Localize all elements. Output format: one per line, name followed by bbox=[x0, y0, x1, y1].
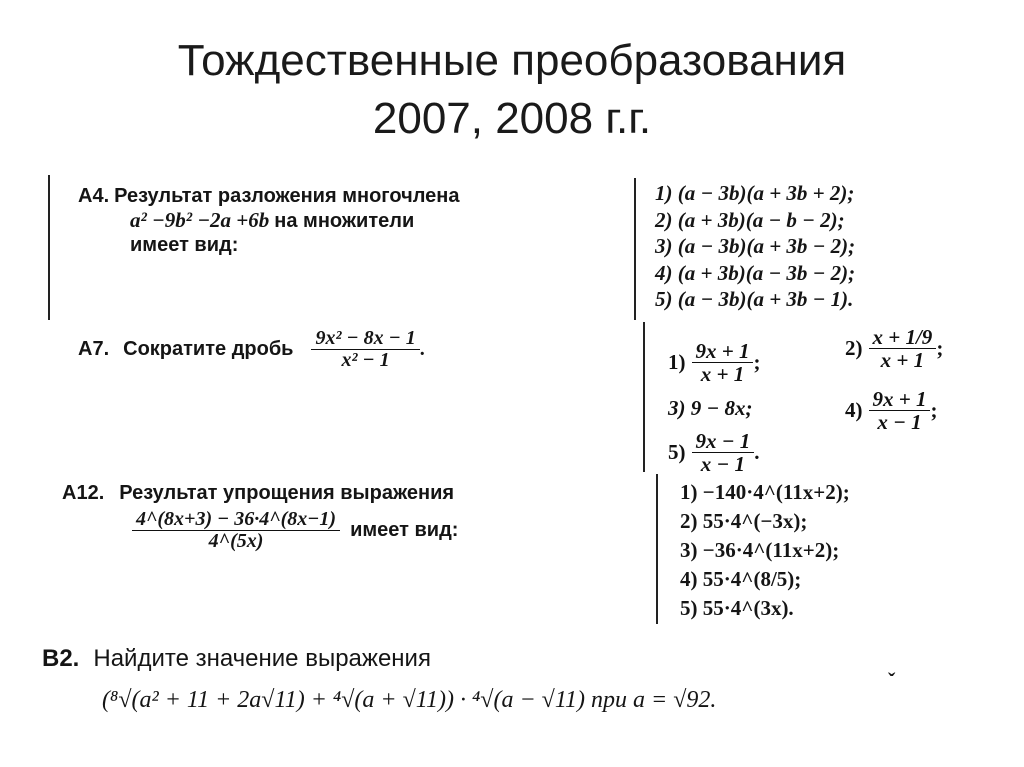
a7-option-4-end: ; bbox=[930, 398, 938, 423]
b2-question bbox=[42, 645, 716, 714]
a12-options bbox=[680, 478, 850, 623]
a12-option-1: 1) −140·4^(11x+2); bbox=[680, 480, 850, 504]
a7-option-1-label: 1) bbox=[668, 350, 686, 375]
a4-expression: a² −9b² −2a +6b bbox=[130, 208, 270, 232]
a12-text-1: Результат упрощения выражения bbox=[119, 482, 455, 504]
slide-title bbox=[0, 32, 1024, 148]
a4-option-2: 2) (a + 3b)(a − b − 2); bbox=[655, 207, 845, 232]
a4-options bbox=[655, 180, 855, 313]
a7-fraction-denominator: x² − 1 bbox=[341, 349, 390, 371]
a12-denominator: 4^(5x) bbox=[208, 530, 264, 552]
a12-label: А12. bbox=[62, 482, 105, 504]
a12-text-2: имеет вид: bbox=[350, 519, 459, 541]
a7-fraction bbox=[311, 328, 419, 371]
a7-option-5-den: x − 1 bbox=[700, 452, 745, 477]
b2-text: Найдите значение выражения bbox=[93, 645, 431, 672]
checkmark-icon: ˇ bbox=[888, 668, 896, 693]
a7-option-1-end: ; bbox=[753, 350, 761, 375]
a7-option-1-num: 9x + 1 bbox=[692, 340, 754, 363]
a4-option-3: 3) (a − 3b)(a + 3b − 2); bbox=[655, 234, 856, 258]
a12-question bbox=[62, 482, 458, 552]
a4-option-5: 5) (a − 3b)(a + 3b − 1). bbox=[655, 287, 854, 311]
a7-option-4-num: 9x + 1 bbox=[869, 388, 931, 411]
a7-option-3: 3) 9 − 8x; bbox=[668, 396, 753, 420]
a7-fraction-numerator: 9x² − 8x − 1 bbox=[311, 328, 419, 350]
a4-option-4: 4) (a + 3b)(a − 3b − 2); bbox=[655, 260, 856, 285]
a7-option-2 bbox=[845, 326, 943, 371]
a7-option-2-den: x + 1 bbox=[880, 348, 925, 373]
a4-divider bbox=[634, 178, 636, 320]
a7-option-2-end: ; bbox=[936, 336, 944, 361]
a12-fraction bbox=[132, 509, 340, 552]
a12-option-2: 2) 55·4^(−3x); bbox=[680, 509, 808, 533]
a7-option-4 bbox=[845, 388, 937, 433]
a7-option-4-fraction bbox=[869, 388, 931, 433]
a4-text-1: Результат разложения многочлена bbox=[114, 185, 460, 207]
a12-option-4: 4) 55·4^(8/5); bbox=[680, 567, 802, 591]
a7-option-1 bbox=[668, 340, 760, 385]
a12-numerator: 4^(8x+3) − 36·4^(8x−1) bbox=[132, 509, 340, 531]
a7-option-5 bbox=[668, 430, 759, 475]
a7-text: Сократите дробь bbox=[123, 338, 294, 360]
a7-label: А7. bbox=[78, 338, 110, 360]
a7-option-4-label: 4) bbox=[845, 398, 863, 423]
title-line-1: Тождественные преобразования bbox=[177, 36, 847, 85]
a7-question: А7. Сократите дробь $\frac{\text{9x² − 8x − 1}}{\text{x² − 1}}$ . bbox=[78, 327, 425, 371]
a4-left-border bbox=[48, 175, 50, 320]
a7-option-5-label: 5) bbox=[668, 440, 686, 465]
a7-option-1-den: x + 1 bbox=[700, 362, 745, 387]
b2-label: В2. bbox=[42, 645, 80, 672]
a12-option-3: 3) −36·4^(11x+2); bbox=[680, 538, 840, 562]
a4-text-2: на множители bbox=[274, 210, 415, 232]
b2-expression: (⁸√(a² + 11 + 2a√11) + ⁴√(a + √11)) · ⁴√(a − √11) при a = √92. bbox=[102, 687, 717, 713]
a7-option-2-label: 2) bbox=[845, 336, 863, 361]
a7-option-2-num: x + 1/9 bbox=[869, 326, 937, 349]
a4-question bbox=[78, 184, 459, 257]
a7-option-5-num: 9x − 1 bbox=[692, 430, 755, 453]
a7-option-5-end: . bbox=[754, 440, 760, 465]
a7-option-1-fraction bbox=[692, 340, 754, 385]
a7-option-5-fraction bbox=[692, 430, 755, 475]
a12-option-5: 5) 55·4^(3x). bbox=[680, 596, 794, 620]
a7-option-2-fraction bbox=[869, 326, 937, 371]
a7-divider bbox=[643, 322, 645, 472]
a12-divider bbox=[656, 474, 658, 624]
a4-label: А4. bbox=[78, 185, 110, 207]
a4-text-3: имеет вид: bbox=[130, 234, 239, 256]
title-line-2: 2007, 2008 г.г. bbox=[372, 94, 652, 143]
a7-option-4-den: x − 1 bbox=[877, 410, 922, 435]
a4-option-1: 1) (a − 3b)(a + 3b + 2); bbox=[655, 181, 855, 205]
